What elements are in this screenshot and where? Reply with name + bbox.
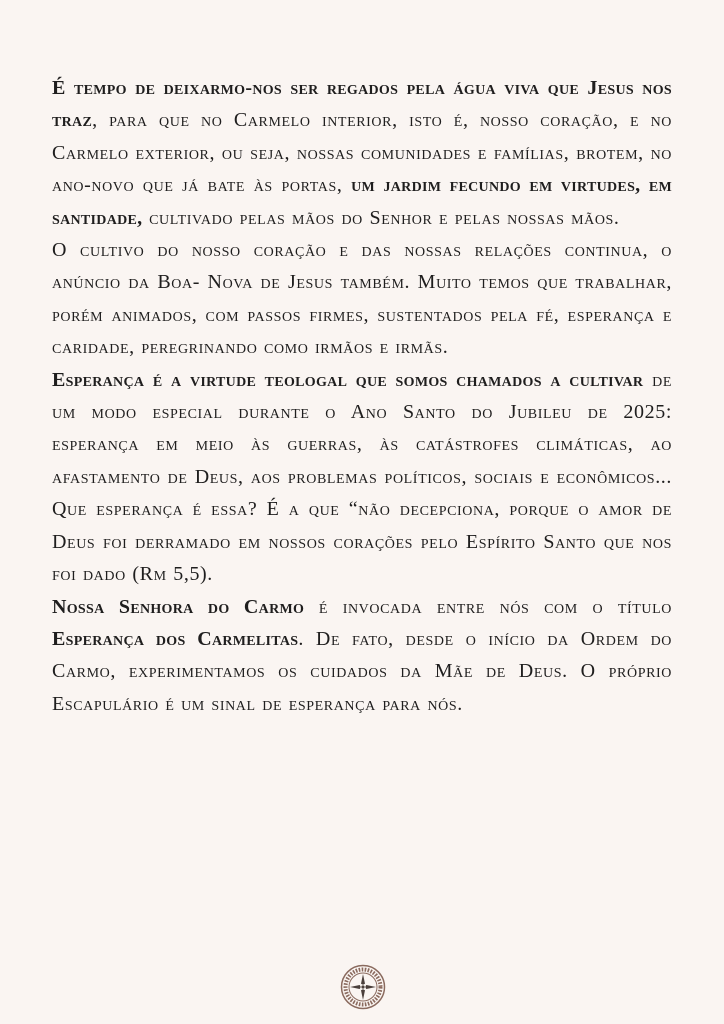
- text-run: . De fato, desde o início da Ordem do Carmo, experimentamos os cuidados da Mãe de Deus. O próprio Escapulário é um sinal de esperança para nós.: [52, 627, 672, 715]
- text-run: cultivado pelas mãos do Senhor e pelas nossas mãos.: [142, 206, 620, 229]
- bold-run: Nossa Senhora do Carmo: [52, 595, 305, 618]
- paragraph-1: [52, 72, 672, 234]
- emblem-center-dot: [361, 985, 364, 988]
- paragraph-3: [52, 364, 672, 591]
- text-run: O cultivo do nosso coração e das nossas relações continua, o anúncio da Boa- Nova de Jesus também. Muito temos que trabalhar, porém animados, com passos firmes, sustentados pela fé, esperança e caridade, peregrinando como irmãos e irmãs.: [52, 239, 672, 359]
- text-run: é invocada entre nós com o título: [304, 595, 672, 618]
- bold-run: Esperança é a virtude teologal que somos chamados a cultivar: [52, 368, 644, 391]
- text-run: , para que no Carmelo interior, isto é, nosso coração, e no Carmelo exterior, ou seja, nossas comunidades e famílias, brotem, no ano-novo que já bate às portas,: [52, 109, 672, 197]
- bold-run: Esperança dos Carmelitas: [52, 627, 299, 650]
- compass-star-emblem-icon: [340, 964, 386, 1010]
- paragraph-2: [52, 234, 672, 364]
- bold-run: um jardim fecundo em virtudes, em santidade,: [52, 174, 672, 229]
- text-run: de um modo especial durante o Ano Santo do Jubileu de 2025: esperança em meio às guerras, às catástrofes climáticas, ao afastamento de Deus, aos problemas políticos, sociais e econômicos... Que esperança é essa? É a que “não decepciona, porque o amor de Deus foi derramado em nossos corações pelo Espírito Santo que nos foi dado (Rm 5,5).: [52, 368, 672, 586]
- document-body: [52, 72, 672, 720]
- paragraph-4: [52, 591, 672, 721]
- bold-run: É tempo de deixarmo-nos ser regados pela água viva que Jesus nos traz: [52, 77, 672, 132]
